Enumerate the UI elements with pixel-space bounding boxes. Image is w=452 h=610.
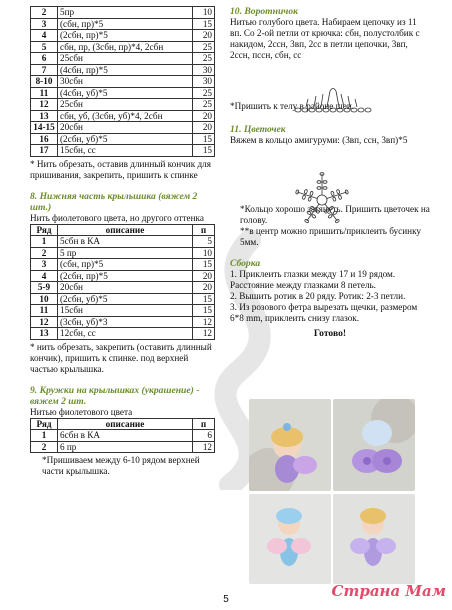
table-header-row	[31, 418, 215, 430]
table-row	[31, 18, 215, 30]
table-row	[31, 30, 215, 42]
stitch-count: 20	[193, 122, 215, 134]
table-row	[31, 236, 215, 248]
note-cut-thread: * Нить обрезать, оставив длинный кончик для пришивания, закрепить, пришить к спинке	[30, 158, 211, 180]
table-row	[31, 247, 215, 259]
stitch-count: 15	[193, 259, 215, 271]
stitch-count: 15	[193, 18, 215, 30]
section-9-note: *Пришиваем между 6-10 рядом верхней части крылышка.	[42, 455, 200, 476]
row-number: 12	[31, 99, 58, 111]
row-number: 16	[31, 133, 58, 145]
row-number: 4	[31, 270, 58, 282]
row-number: 5-9	[31, 282, 58, 294]
watermark-logo: Страна Мам	[331, 582, 446, 600]
table-row	[31, 441, 215, 453]
row-number: 10	[31, 293, 58, 305]
row-description: (2сбн, уб)*5	[58, 133, 193, 145]
assembly-title: Сборка	[230, 258, 261, 269]
stitch-count: 15	[193, 305, 215, 317]
section-10-note: *Пришить к телу в районе шеи.	[230, 101, 355, 111]
row-description: 6сбн в КА	[58, 430, 193, 442]
row-description: (4сбн, пр)*5	[58, 64, 193, 76]
row-description: 5пр	[58, 7, 193, 19]
stitch-count: 12	[193, 441, 215, 453]
row-number: 1	[31, 430, 58, 442]
table-row	[31, 99, 215, 111]
section-11-title: 11. Цветочек	[230, 124, 286, 135]
stitch-count: 20	[193, 110, 215, 122]
section-9-title: 9. Кружки на крылышках (украшение) - вяжем 2 шт.	[30, 384, 200, 407]
table-row	[31, 76, 215, 88]
row-description: 25сбн	[58, 53, 193, 65]
row-description: 15сбн, сс	[58, 145, 193, 157]
table-row	[31, 316, 215, 328]
row-description: 12сбн, сс	[58, 328, 193, 340]
table-row	[31, 430, 215, 442]
stitch-count: 30	[193, 76, 215, 88]
row-description: (сбн, пр)*5	[58, 259, 193, 271]
row-description: (2сбн, пр)*5	[58, 30, 193, 42]
section-8-title: 8. Нижняя часть крыльшика (вяжем 2 шт.)	[30, 190, 198, 213]
stitch-count: 25	[193, 87, 215, 99]
row-description: (сбн, пр)*5	[58, 18, 193, 30]
photo-toy-front	[249, 399, 331, 491]
stitch-count: 15	[193, 293, 215, 305]
row-description: (2сбн, пр)*5	[58, 270, 193, 282]
section-8-note: * нить обрезать, закрепить (оставить длинный кончик), пришить к спинке. под верхней частью крылышка.	[30, 341, 212, 374]
stitch-count: 30	[193, 64, 215, 76]
row-description: (2сбн, уб)*5	[58, 293, 193, 305]
row-number: 2	[31, 441, 58, 453]
photo-toy-blue	[249, 494, 331, 584]
row-number: 6	[31, 53, 58, 65]
flower-diagram-icon	[290, 168, 354, 232]
assembly-item-1: 1. Приклеить глазки между 17 и 19 рядом. Расстояние между глазками 8 петель.	[230, 269, 396, 290]
table-header-row	[31, 224, 215, 236]
table-row	[31, 53, 215, 65]
row-number: 11	[31, 305, 58, 317]
stitch-count: 6	[193, 430, 215, 442]
table-row	[31, 293, 215, 305]
photo-toy-purple	[333, 494, 415, 584]
collar-chain-diagram-icon	[294, 86, 386, 116]
row-description: 5 пр	[58, 247, 193, 259]
stitch-count: 12	[193, 328, 215, 340]
section-11-note-1: *Кольцо хорошо затянуть. Пришить цветочек на голову.	[240, 204, 430, 225]
table-row	[31, 87, 215, 99]
row-number: 1	[31, 236, 58, 248]
table-row	[31, 270, 215, 282]
table-row	[31, 41, 215, 53]
table-header-cell: Ряд	[31, 418, 58, 430]
rows-table-top	[30, 6, 215, 157]
row-number: 5	[31, 41, 58, 53]
assembly-item-2: 2. Вышить ротик в 20 ряду. Ротик: 2-3 петли.	[230, 291, 406, 301]
assembly-item-3: 3. Из розового фетра вырезать щечки, размером 6*8 mm, приклеить снизу глазок.	[230, 302, 418, 323]
row-number: 2	[31, 7, 58, 19]
row-number: 4	[31, 30, 58, 42]
table-header-cell: п	[193, 224, 215, 236]
stitch-count: 15	[193, 145, 215, 157]
row-number: 3	[31, 18, 58, 30]
section-9-intro: Нитью фиолетового цвета	[30, 406, 133, 417]
row-number: 3	[31, 259, 58, 271]
page-number: 5	[223, 594, 229, 605]
table-row	[31, 259, 215, 271]
table-row	[31, 122, 215, 134]
row-number: 17	[31, 145, 58, 157]
table-header-cell: Ряд	[31, 224, 58, 236]
section-8-intro: Нить фиолетового цвета, но другого оттенка	[30, 212, 204, 223]
section-11-note-2: **в центр можно пришить/приклеить бусинку 5мм.	[240, 226, 421, 247]
stitch-count: 10	[193, 247, 215, 259]
stitch-count: 25	[193, 99, 215, 111]
section-9-table	[30, 418, 215, 454]
stitch-count: 12	[193, 316, 215, 328]
row-description: 30сбн	[58, 76, 193, 88]
stitch-count: 15	[193, 133, 215, 145]
table-header-cell: описание	[58, 418, 193, 430]
row-description: (3сбн, уб)*3	[58, 316, 193, 328]
row-description: 25сбн	[58, 99, 193, 111]
row-number: 8-10	[31, 76, 58, 88]
table-header-cell: п	[193, 418, 215, 430]
table-row	[31, 133, 215, 145]
row-description: 20сбн	[58, 122, 193, 134]
row-number: 14-15	[31, 122, 58, 134]
stitch-count: 25	[193, 53, 215, 65]
table-row	[31, 328, 215, 340]
table-header-cell: описание	[58, 224, 193, 236]
table-row	[31, 145, 215, 157]
row-number: 12	[31, 316, 58, 328]
row-description: 5сбн в КА	[58, 236, 193, 248]
ready-label: Готово!	[313, 328, 347, 339]
table-row	[31, 7, 215, 19]
stitch-count: 10	[193, 7, 215, 19]
row-description: 20сбн	[58, 282, 193, 294]
section-10-title: 10. Воротничок	[230, 6, 298, 17]
row-description: сбн, уб, (3сбн, уб)*4, 2сбн	[58, 110, 193, 122]
row-description: сбн, пр, (3сбн, пр)*4, 2сбн	[58, 41, 193, 53]
left-column	[30, 6, 215, 477]
table-row	[31, 110, 215, 122]
table-row	[31, 64, 215, 76]
stitch-count: 20	[193, 282, 215, 294]
table-row	[31, 282, 215, 294]
photo-toy-back	[333, 399, 415, 491]
stitch-count: 20	[193, 30, 215, 42]
section-11-text: Вяжем в кольцо амигуруми: (3вп, ссн, 3вп)*5	[230, 135, 408, 145]
stitch-count: 20	[193, 270, 215, 282]
section-8-table	[30, 224, 215, 340]
stitch-count: 5	[193, 236, 215, 248]
row-number: 11	[31, 87, 58, 99]
section-10-text: Нитью голубого цвета. Набираем цепочку из 11 вп. Со 2-ой петли от крючка: сбн, полустолбик с накидом, 2ссн, 3вп, 2сс в петли цепочки, 3вп, 2ссн, пссн, сбн, сс	[230, 17, 420, 60]
stitch-count: 25	[193, 41, 215, 53]
row-description: 15сбн	[58, 305, 193, 317]
table-row	[31, 305, 215, 317]
row-number: 13	[31, 328, 58, 340]
row-description: (4сбн, уб)*5	[58, 87, 193, 99]
row-number: 2	[31, 247, 58, 259]
row-description: 6 пр	[58, 441, 193, 453]
row-number: 13	[31, 110, 58, 122]
row-number: 7	[31, 64, 58, 76]
